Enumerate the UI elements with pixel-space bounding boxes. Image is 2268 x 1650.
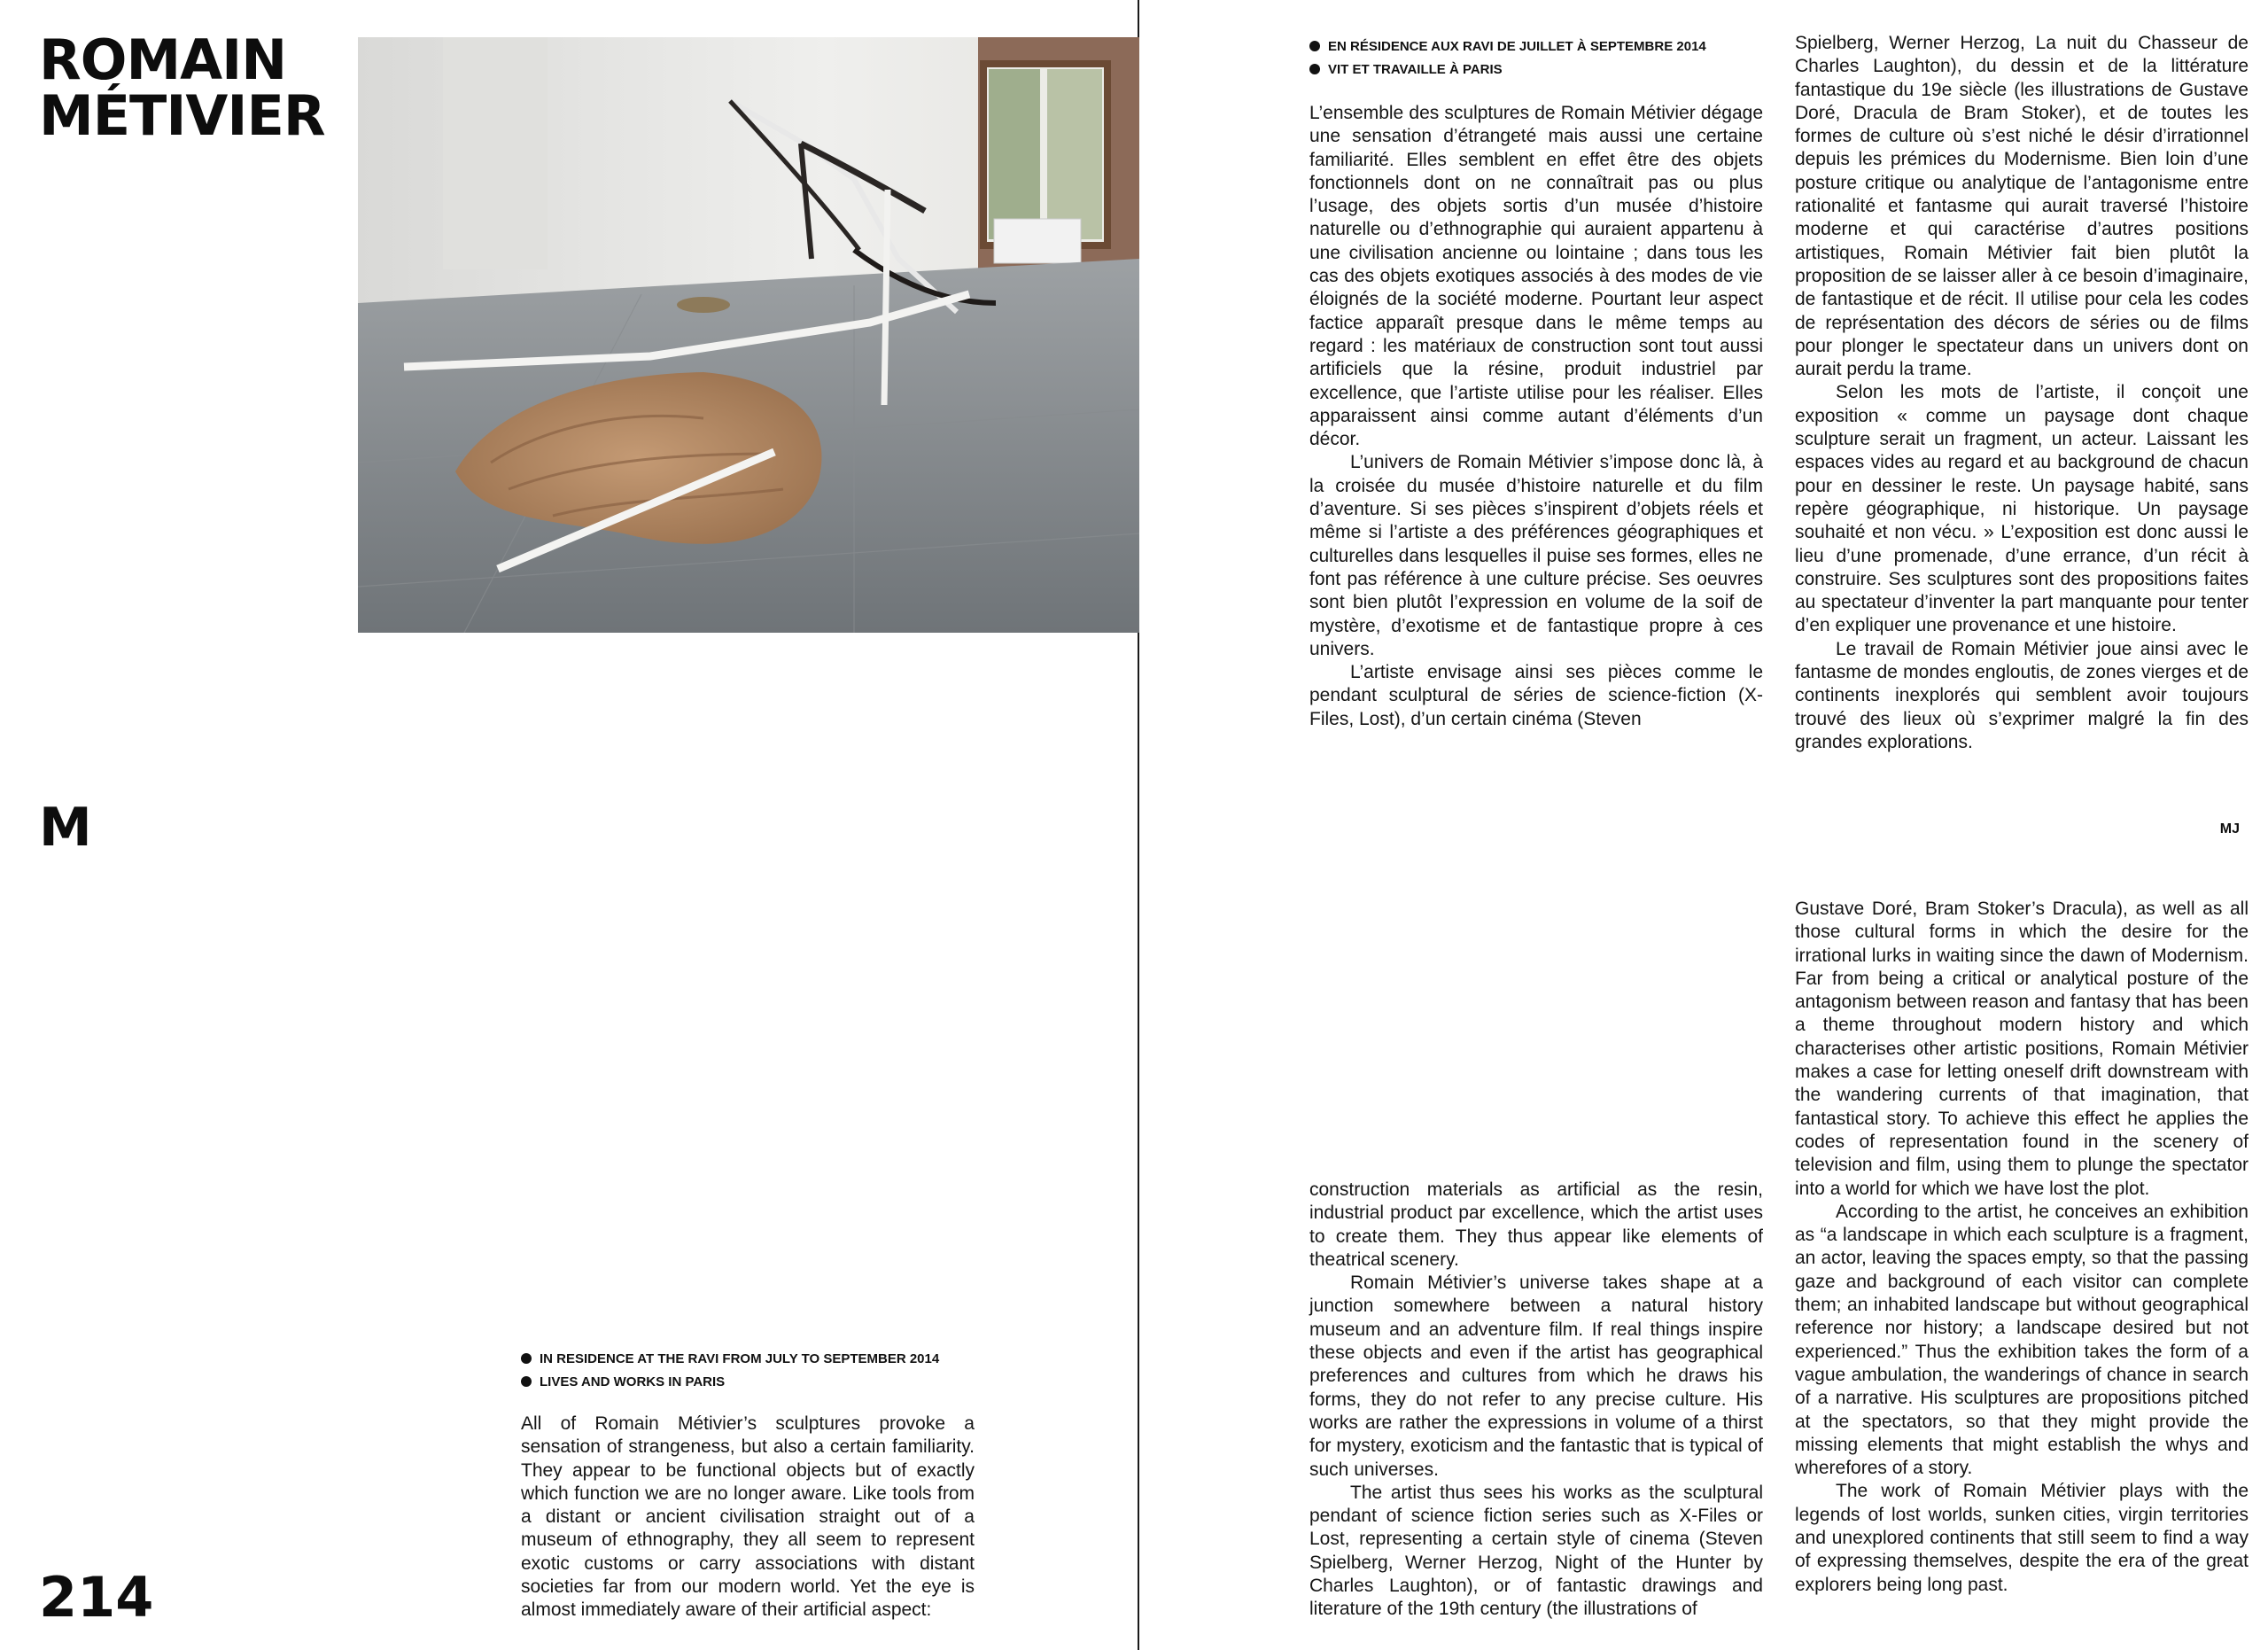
english-meta <box>521 1348 939 1394</box>
french-paragraph: L’ensemble des sculptures de Romain Métivier dégage une sensation d’étrangeté mais aussi une certaine familiarité. Elles semblent en effet être des objets fonctionnels dont on ne connaîtrait pas ou plus l’usage, des objets sortis d’un musée d’histoire naturelle ou d’ethnographie qui auraient appartenu à une civilisation ancienne ou lointaine ; dans tous les cas des objets exotiques associés à des modes de vie éloignés de la société moderne. Pourtant leur aspect factice apparaît presque dans le même temps au regard : les matériaux de construction sont tout aussi artificiels que la résine, produit industriel par excellence, que l’artiste utilise pour les réaliser. Elles apparaissent ainsi comme autant d’éléments d’un décor. <box>1309 103 1763 450</box>
english-paragraph: All of Romain Métivier’s sculptures provoke a sensation of strangeness, but also a certain familiarity. They appear to be functional objects but of exactly which function we are no longer aware. Like tools from a distant or ancient civilisation straight out of a museum of ethnography, they all seem to represent exotic customs or carry associations with distant societies far from our modern world. Yet the eye is almost immediately aware of their artificial aspect: <box>521 1413 975 1621</box>
installation-photo-drawing <box>358 37 1139 633</box>
section-letter: M <box>39 797 92 859</box>
french-meta <box>1309 35 1706 82</box>
english-paragraph: According to the artist, he conceives an exhibition as “a landscape in which each sculpture is a fragment, an actor, leaving the spaces empty, so that the passing gaze and background of each visitor can complete them; an inhabited landscape but without geographical reference nor history; a landscape desired but not experienced.” Thus the exhibition takes the form of a vague ambulation, the wanderings of chance in search of a narrative. His sculptures are propositions pitched at the spectators, so that they might provide the missing elements that might establish the whys and wherefores of a story. <box>1795 1201 2249 1479</box>
french-paragraph: L’artiste envisage ainsi ses pièces comme le pendant sculptural de séries de science-fiction (X-Files, Lost), d’un certain cinéma (Steven <box>1309 662 1763 729</box>
french-paragraph: Selon les mots de l’artiste, il conçoit une exposition « comme un paysage dont chaque sculpture serait un fragment, un acteur. Laissant les espaces vides au regard et au background de chacun pour en dessiner le reste. Un paysage habité, sans repère géographique, ni historique. Un paysage souhaité et non vécu. » L’exposition est donc aussi le lieu d’une promenade, d’une errance, d’un récit à construire. Ses sculptures sont des propositions faites au spectateur d’inventer la part manquante pour tenter d’en expliquer une provenance et une histoire. <box>1795 382 2249 636</box>
english-paragraph: The work of Romain Métivier plays with the legends of lost worlds, sunken cities, virgin territories and unexplored continents that still seem to find a way of expressing themselves, despite the era of the great explorers being long past. <box>1795 1481 2249 1595</box>
english-paragraph: Romain Métivier’s universe takes shape at a junction somewhere between a natural history museum and an adventure film. If real things inspire these objects and even if the artist has geographical preferences and cultures from which he draws his forms, they do not refer to any precise culture. His works are rather the expressions in volume of a thirst for mystery, exoticism and the fantastic that is typical of such universes. <box>1309 1273 1763 1480</box>
artist-name <box>39 27 325 148</box>
artist-name-line2: MÉTIVIER <box>39 83 325 148</box>
french-paragraph: Le travail de Romain Métivier joue ainsi avec le fantasme de mondes engloutis, de zones vierges et de continents inexplorés qui semblent avoir toujours trouvé des lieux où s’exprimer malgré la fin des grandes explorations. <box>1795 638 2249 752</box>
english-meta-lives: LIVES AND WORKS IN PARIS <box>521 1371 939 1394</box>
artist-name-line1: ROMAIN <box>39 27 287 92</box>
french-column-2 <box>1795 32 2249 754</box>
french-column-1 <box>1309 102 1763 731</box>
installation-photo <box>358 37 1139 633</box>
english-paragraph: construction materials as artificial as the resin, industrial product par excellence, which the artist uses to create them. They thus appear like elements of theatrical scenery. <box>1309 1179 1763 1270</box>
english-column-1 <box>521 1413 975 1623</box>
french-paragraph: L’univers de Romain Métivier s’impose donc là, à la croisée du musée d’histoire naturelle et du film d’aventure. Si ses pièces s’inspirent d’objets réels et même si l’artiste a des préférences géographiques et culturelles dans lesquelles il puise ses formes, elles ne font pas référence à une culture précise. Ses oeuvres sont bien plutôt l’expression en volume de la soif de mystère, d’exotisme et de fantastique propre à ces univers. <box>1309 452 1763 659</box>
english-column-2 <box>1309 1179 1763 1622</box>
english-column-3 <box>1795 898 2249 1597</box>
page-number: 214 <box>39 1565 154 1630</box>
author-initials: MJ <box>2219 821 2240 837</box>
french-meta-residence: EN RÉSIDENCE AUX RAVI DE JUILLET À SEPTEMBRE 2014 <box>1309 35 1706 58</box>
english-meta-residence: IN RESIDENCE AT THE RAVI FROM JULY TO SEPTEMBER 2014 <box>521 1348 939 1371</box>
english-paragraph: The artist thus sees his works as the sculptural pendant of science fiction series such as X-Files or Lost, representing a certain style of cinema (Steven Spielberg, Werner Herzog, Night of the Hunter by Charles Laughton), or of fantastic drawings and literature of the 19th century (the illustrations of <box>1309 1482 1763 1620</box>
french-paragraph: Spielberg, Werner Herzog, La nuit du Chasseur de Charles Laughton), du dessin et de la littérature fantastique du 19e siècle (les illustrations de Gustave Doré, Dracula de Bram Stoker), et de toutes les formes de culture où s’est niché le désir d’irrationnel depuis les prémices du Modernisme. Bien loin d’une posture critique ou analytique de l’antagonisme entre rationalité et fantasme qui aurait traversé l’histoire moderne et qui caractérise d’autres positions artistiques, Romain Métivier fait bien plutôt la proposition de se laisser aller à ce besoin d’imaginaire, de fantastique et de récit. Il utilise pour cela les codes de représentation des décors de séries ou de films pour plonger le spectateur dans un univers dont on aurait perdu la trame. <box>1795 33 2249 380</box>
english-paragraph: Gustave Doré, Bram Stoker’s Dracula), as well as all those cultural forms in which the desire for the irrational lurks in waiting since the dawn of Modernism. Far from being a critical or analytical posture of the antagonism between reason and fantasy that has been a theme throughout modern history and which characterises other artistic positions, Romain Métivier makes a case for letting oneself drift downstream with the wandering currents of that imagination, that fantastical story. To achieve this effect he applies the codes of representation found in the scenery of television and film, using them to plunge the spectator into a world for which we have lost the plot. <box>1795 899 2249 1199</box>
french-meta-lives: VIT ET TRAVAILLE À PARIS <box>1309 58 1706 82</box>
